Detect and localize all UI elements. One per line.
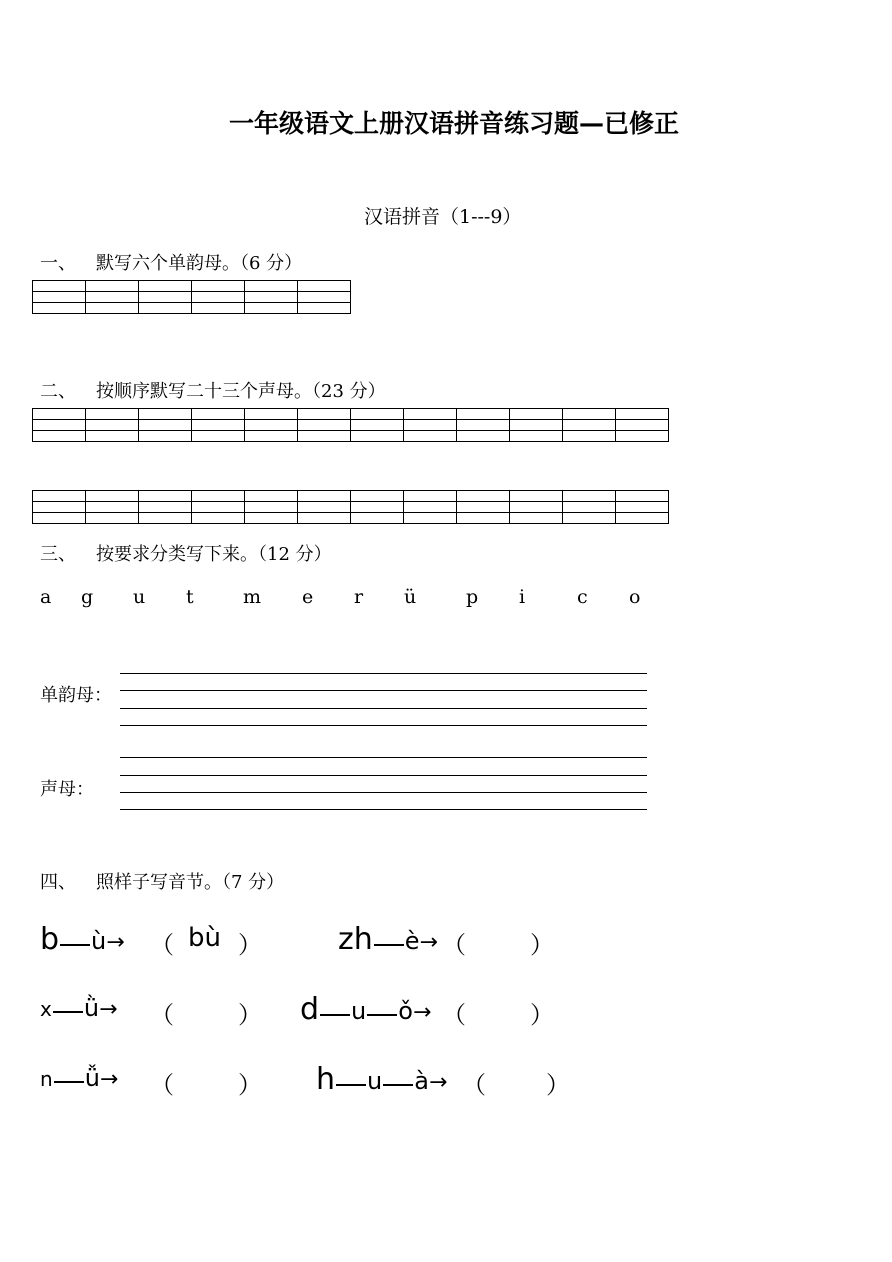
medial: u	[351, 997, 367, 1025]
letter-item: o	[629, 586, 641, 608]
vowel-writing-grid[interactable]	[32, 280, 351, 314]
open-paren: （	[442, 1001, 466, 1029]
arrow-icon: →	[428, 1070, 448, 1095]
final: ǒ	[398, 997, 413, 1025]
section-2-text: 按顺序默写二十三个声母。（23 分）	[96, 381, 386, 402]
letter-item: m	[243, 586, 262, 608]
answer-line[interactable]	[120, 690, 647, 691]
letter-item: g	[81, 586, 94, 608]
open-paren: （	[442, 931, 466, 959]
close-paren: ）	[546, 1071, 570, 1099]
initials-writing-grid-1[interactable]	[32, 408, 669, 442]
dash-line	[54, 1081, 84, 1083]
open-paren: （	[462, 1071, 486, 1099]
initial: zh	[338, 922, 373, 957]
initial: b	[40, 922, 60, 957]
final: ǚ	[84, 1064, 100, 1092]
subtitle: 汉语拼音（1---9）	[364, 206, 522, 228]
example-h-u-a	[316, 1062, 447, 1097]
section-3-text: 按要求分类写下来。（12 分）	[96, 544, 332, 565]
letter-item: r	[354, 586, 364, 608]
section-3-heading	[40, 540, 332, 566]
section-4-heading	[40, 868, 284, 894]
letter-item: a	[40, 586, 52, 608]
section-4-number: 四、	[40, 872, 76, 893]
dash-line	[60, 944, 90, 946]
letter-item: ü	[404, 586, 417, 608]
dash-line	[374, 944, 404, 946]
final: ù	[91, 927, 107, 955]
dash-line	[53, 1011, 83, 1013]
section-4-text: 照样子写音节。（7 分）	[96, 872, 285, 893]
initial: d	[300, 992, 320, 1027]
final: ǜ	[83, 994, 100, 1022]
answer-line[interactable]	[120, 792, 647, 793]
final: à	[414, 1067, 429, 1095]
example-zh-e	[338, 922, 438, 957]
letter-item: c	[577, 586, 588, 608]
answer-line[interactable]	[120, 809, 647, 810]
answer-line[interactable]	[120, 725, 647, 726]
close-paren: ）	[530, 931, 554, 959]
initial: x	[40, 997, 52, 1021]
section-3-number: 三、	[40, 544, 76, 565]
label-shengmu: 声母：	[40, 779, 94, 800]
final: è	[404, 927, 420, 955]
close-paren: ）	[530, 1001, 554, 1029]
medial: u	[367, 1067, 383, 1095]
label-danyunmu: 单韵母：	[40, 685, 112, 706]
arrow-icon: →	[412, 1000, 432, 1025]
answer-example: bù	[188, 923, 221, 953]
letter-item: i	[519, 586, 526, 608]
answer-line[interactable]	[120, 775, 647, 776]
close-paren: ）	[238, 1001, 262, 1029]
section-1-text: 默写六个单韵母。（6 分）	[96, 253, 303, 274]
close-paren: ）	[238, 931, 262, 959]
letter-item: t	[186, 586, 194, 608]
close-paren: ）	[238, 1071, 262, 1099]
example-x-u	[40, 994, 118, 1022]
dash-line	[367, 1014, 397, 1016]
dash-line	[383, 1084, 413, 1086]
letter-item: e	[302, 586, 314, 608]
dash-line	[320, 1014, 350, 1016]
open-paren: （	[150, 1001, 174, 1029]
open-paren: （	[150, 931, 174, 959]
section-2-number: 二、	[40, 381, 76, 402]
letter-item: u	[133, 586, 146, 608]
open-paren: （	[150, 1071, 174, 1099]
answer-line[interactable]	[120, 708, 647, 709]
initials-writing-grid-2[interactable]	[32, 490, 669, 524]
example-n-u	[40, 1064, 118, 1092]
page-title: 一年级语文上册汉语拼音练习题—已修正	[228, 109, 679, 138]
section-2-heading	[40, 377, 386, 403]
arrow-icon: →	[99, 997, 118, 1022]
initial: h	[316, 1062, 336, 1097]
arrow-icon: →	[106, 930, 125, 955]
arrow-icon: →	[419, 930, 438, 955]
dash-line	[336, 1084, 366, 1086]
section-1-number: 一、	[40, 253, 76, 274]
answer-line[interactable]	[120, 757, 647, 758]
section-1-heading	[40, 249, 302, 275]
initial: n	[40, 1067, 53, 1091]
answer-line[interactable]	[120, 673, 647, 674]
letter-item: p	[466, 586, 479, 608]
arrow-icon: →	[99, 1067, 119, 1092]
example-b-u	[40, 922, 125, 957]
example-d-u-o	[300, 992, 431, 1027]
